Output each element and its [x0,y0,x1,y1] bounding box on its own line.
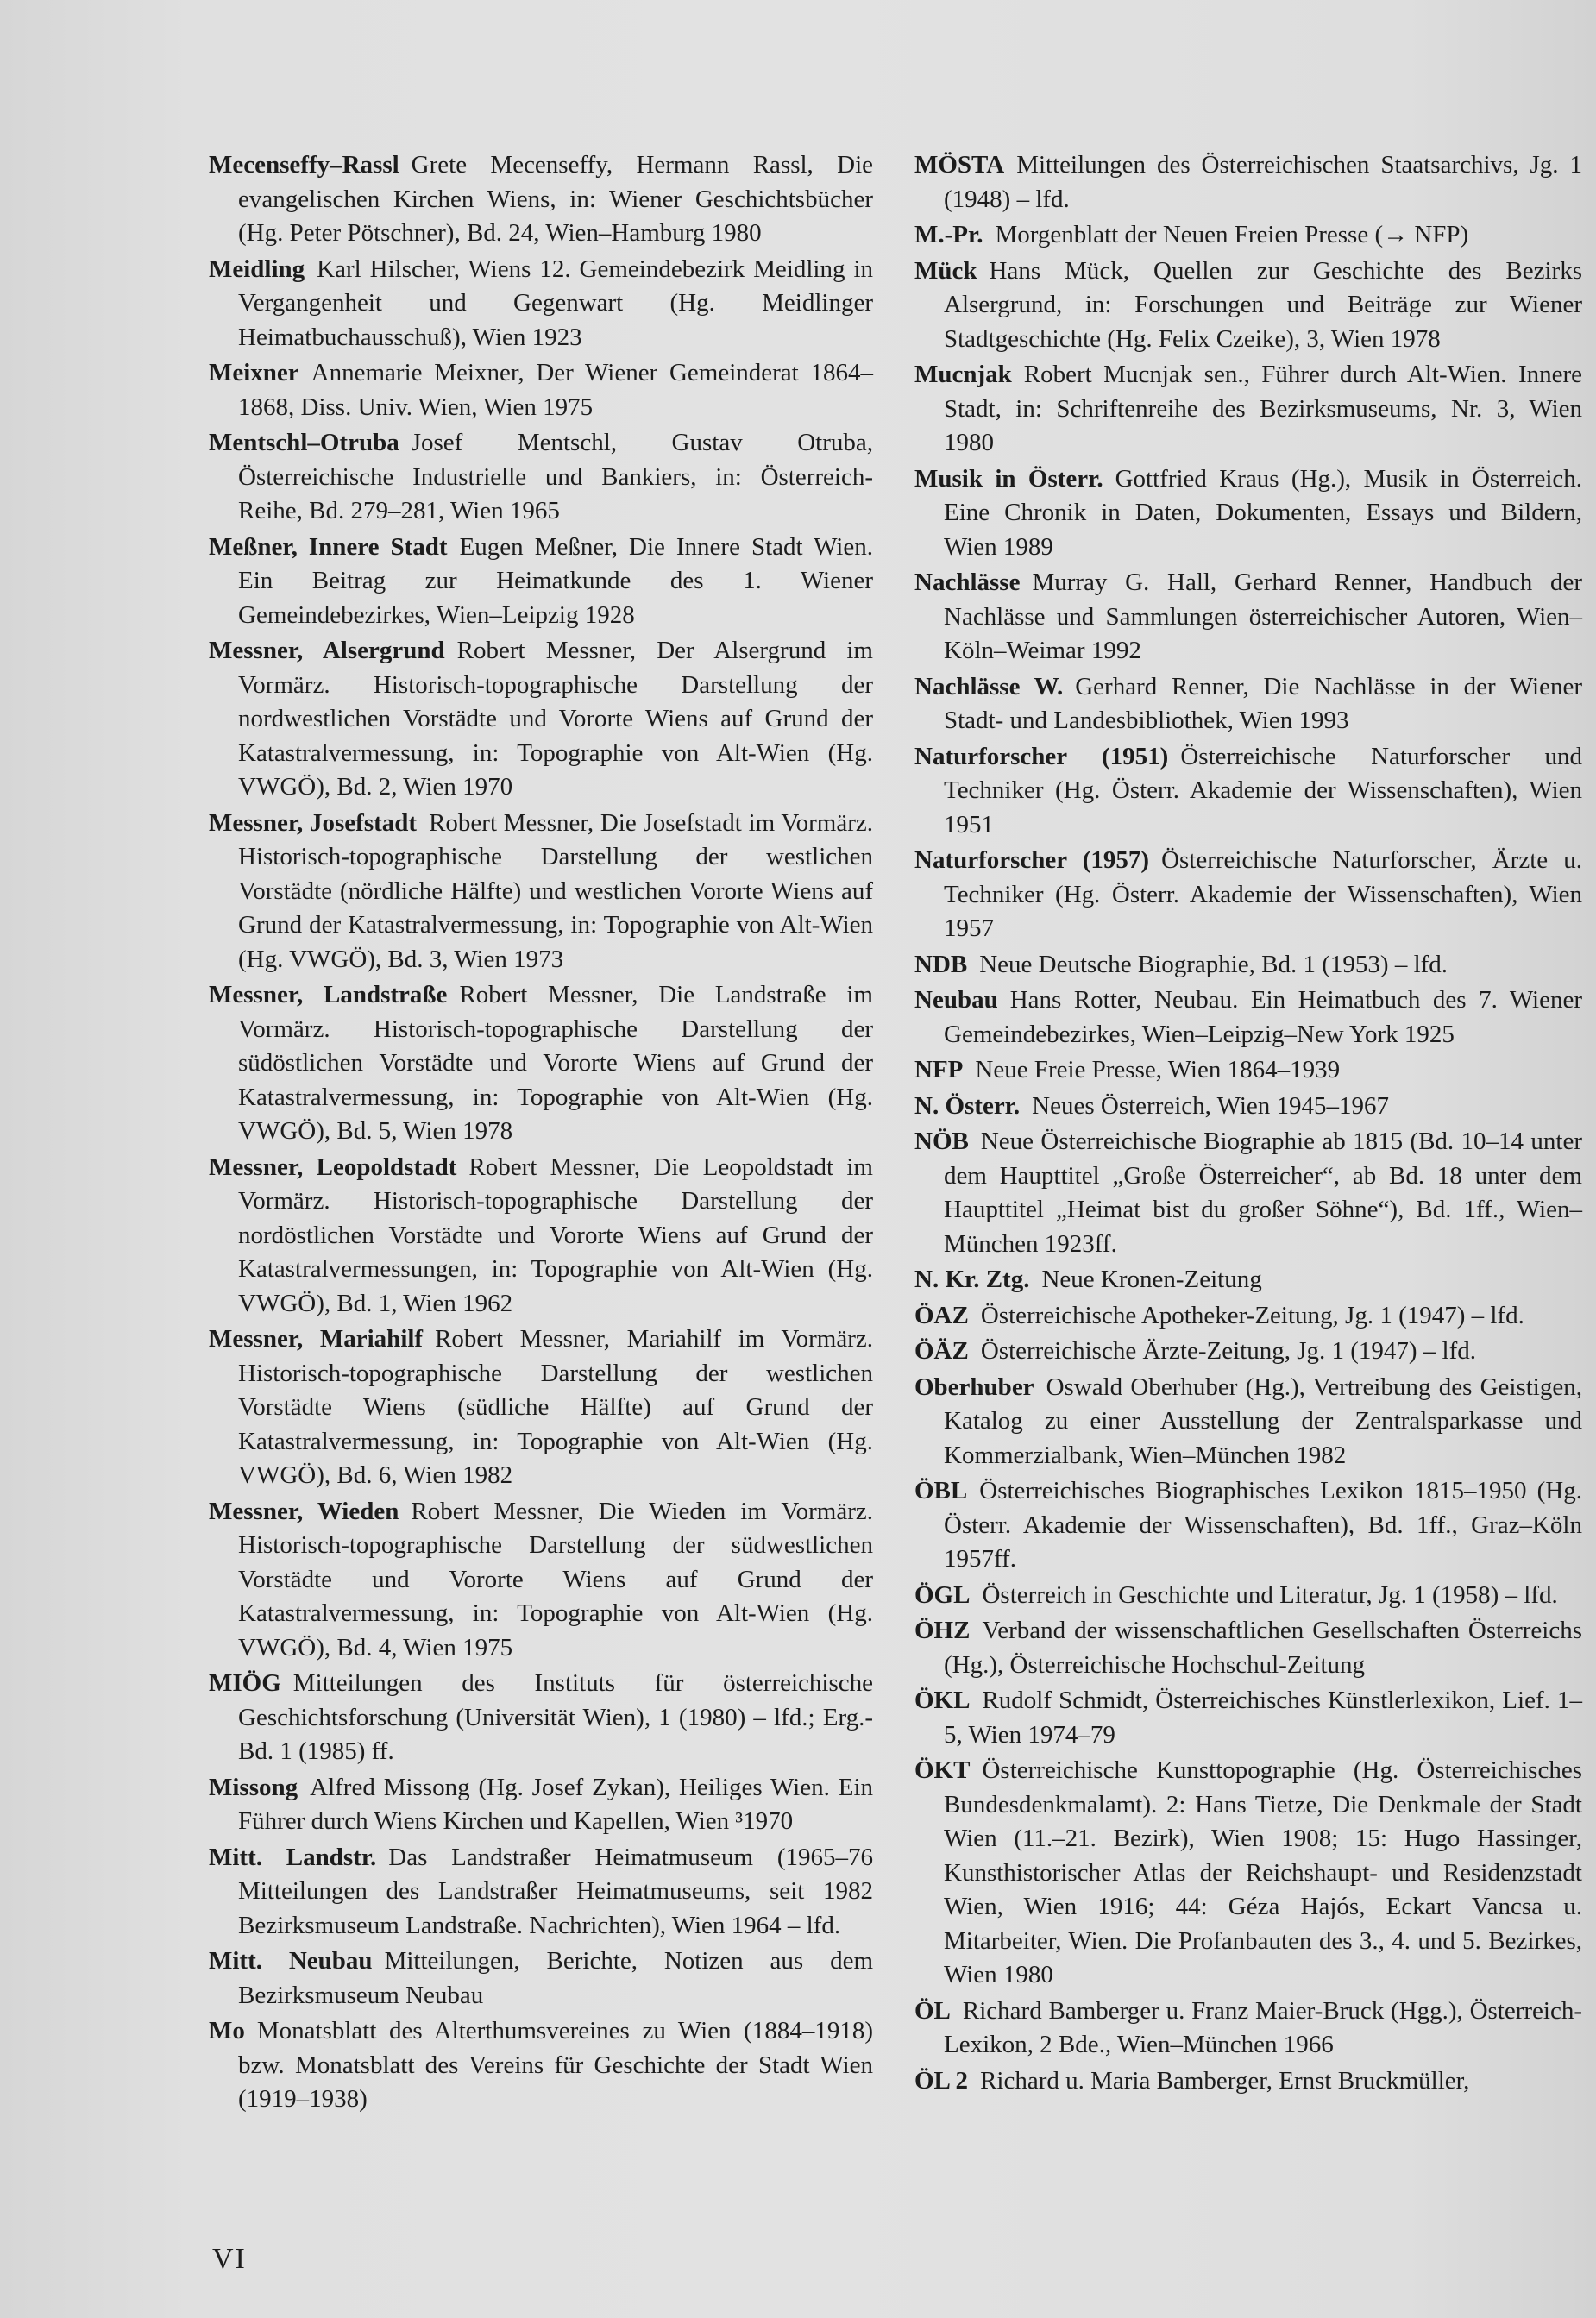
entry-abbreviation: Meidling [209,254,305,283]
entry-abbreviation: ÖL [914,1996,951,2025]
entry-abbreviation: Messner, Alsergrund [209,637,445,664]
entry-abbreviation: Meixner [209,359,299,386]
entry-text: Österreich in Geschichte und Literatur, Jg. 1 (1958) – lfd. [982,1580,1558,1609]
entry-text: Österreichische Kunsttopographie (Hg. Österreichisches Bundesdenkmalamt). 2: Hans Tietze, Die Denkmale der Stadt Wien (11.–21. Bezirk), Wien 1908; 15: Hugo Hassinger, Kunsthistorischer Atlas der Reichshaupt- und Residenzstadt Wien, Wien 1916; 44: Géza Hajós, Eckart Vancsa u. Mitarbeiter, Wien. Die Profanbauten des 3., 4. und 5. Bezirkes, Wien 1980 [944,1756,1582,1988]
right-column [914,148,1582,2100]
entry-abbreviation: Messner, Leopoldstadt [209,1153,457,1181]
entry-text: Österreichische Naturforscher, Ärzte u. Techniker (Hg. Österr. Akademie der Wissenschaften), Wien 1957 [944,846,1582,942]
entry-abbreviation: MÖSTA [914,151,1005,179]
entry-text: Verband der wissenschaftlichen Gesellschaften Österreichs (Hg.), Österreichische Hochschul-Zeitung [944,1617,1582,1679]
entry-abbreviation: ÖKL [914,1687,971,1714]
bibliography-entry [209,426,873,529]
entry-text: Österreichische Ärzte-Zeitung, Jg. 1 (1947) – lfd. [980,1337,1477,1365]
bibliography-entry [209,978,873,1149]
entry-abbreviation: ÖÄZ [914,1337,969,1365]
entry-abbreviation: Meßner, Innere Stadt [209,532,448,561]
bibliography-entry [209,1322,873,1493]
bibliography-entry [209,634,873,805]
entry-text: Das Landstraßer Heimatmuseum (1965–76 Mitteilungen des Landstraßer Heimatmuseums, seit 1982 Bezirksmuseum Landstraße. Nachrichten), Wien 1964 – lfd. [238,1843,873,1939]
entry-abbreviation: NDB [914,950,968,978]
entry-abbreviation: Mück [914,256,977,285]
entry-text: Gerhard Renner, Die Nachlässe in der Wiener Stadt- und Landesbibliothek, Wien 1993 [944,672,1582,734]
entry-text: Robert Messner, Die Josefstadt im Vormärz. Historisch-topographische Darstellung der westlichen Vorstädte (nördliche Hälfte) und westlichen Vororte Wiens auf Grund der Katastralvermessung, in: Topographie von Alt-Wien (Hg. VWGÖ), Bd. 3, Wien 1973 [238,808,873,973]
entry-text: Robert Mucnjak sen., Führer durch Alt-Wien. Innere Stadt, in: Schriftenreihe des Bezirksmuseums, Nr. 3, Wien 1980 [944,361,1582,456]
entry-text: Richard Bamberger u. Franz Maier-Bruck (Hgg.), Österreich-Lexikon, 2 Bde., Wien–München 1966 [944,1996,1582,2058]
bibliography-entry [209,1841,873,1944]
entry-abbreviation: ÖAZ [914,1301,969,1329]
bibliography-entry [914,1125,1582,1261]
bibliography-entry [914,1371,1582,1473]
bibliography-entry [914,1579,1582,1613]
bibliography-entry [914,948,1582,983]
entry-abbreviation: N. Kr. Ztg. [914,1266,1030,1293]
bibliography-entry [914,1053,1582,1088]
entry-text: Hans Rotter, Neubau. Ein Heimatbuch des 7. Wiener Gemeindebezirkes, Wien–Leipzig–New York 1925 [944,986,1582,1048]
bibliography-entry [914,1754,1582,1993]
entry-abbreviation: Oberhuber [914,1373,1034,1401]
bibliography-entry [209,356,873,424]
entry-abbreviation: Naturforscher (1957) [914,846,1150,874]
entry-text: Karl Hilscher, Wiens 12. Gemeindebezirk Meidling in Vergangenheit und Gegenwart (Hg. Meidlinger Heimatbuchausschuß), Wien 1923 [238,254,873,351]
entry-abbreviation: Nachlässe W. [914,672,1064,700]
bibliography-entry [209,1667,873,1769]
entry-abbreviation: Mitt. Neubau [209,1947,373,1975]
entry-abbreviation: Mentschl–Otruba [209,429,399,456]
bibliography-entry [209,2014,873,2117]
bibliography-entry [914,1090,1582,1124]
entry-abbreviation: N. Österr. [914,1091,1021,1120]
bibliography-entry [914,358,1582,461]
entry-text: Robert Messner, Mariahilf im Vormärz. Historisch-topographische Darstellung der westlichen Vorstädte Wiens (südliche Hälfte) auf Grund der Katastralvermessung, in: Topographie von Alt-Wien (Hg. VWGÖ), Bd. 6, Wien 1982 [238,1325,873,1489]
entry-text: Richard u. Maria Bamberger, Ernst Bruckmüller, [980,2066,1470,2095]
entry-abbreviation: Mucnjak [914,361,1012,388]
bibliography-entry [914,1614,1582,1682]
entry-text: Neue Deutsche Biographie, Bd. 1 (1953) – lfd. [979,950,1448,978]
entry-abbreviation: ÖHZ [914,1617,971,1644]
entry-text: Grete Mecenseffy, Hermann Rassl, Die evangelischen Kirchen Wiens, in: Wiener Geschichtsbücher (Hg. Peter Pötschner), Bd. 24, Wien–Hamburg 1980 [238,151,873,247]
bibliography-entry [914,1994,1582,2063]
entry-abbreviation: NFP [914,1056,964,1084]
entry-text: Mitteilungen des Instituts für österreichische Geschichtsforschung (Universität Wien), 1 (1980) – lfd.; Erg.-Bd. 1 (1985) ff. [238,1669,873,1765]
bibliography-entry [914,218,1582,253]
entry-text: Murray G. Hall, Gerhard Renner, Handbuch der Nachlässe und Sammlungen österreichischer Autoren, Wien–Köln–Weimar 1992 [944,569,1582,664]
entry-text: Annemarie Meixner, Der Wiener Gemeinderat 1864–1868, Diss. Univ. Wien, Wien 1975 [238,359,873,421]
entry-text: Neue Österreichische Biographie ab 1815 (Bd. 10–14 unter dem Haupttitel „Große Österreicher“, ab Bd. 18 unter dem Haupttitel „Heimat bist du großer Söhne“), Bd. 1ff., Wien–München 1923ff. [944,1128,1582,1258]
entry-text: Hans Mück, Quellen zur Geschichte des Bezirks Alsergrund, in: Forschungen und Beiträge zur Wiener Stadtgeschichte (Hg. Felix Czeike), 3, Wien 1978 [944,256,1582,353]
bibliography-entry [914,983,1582,1052]
entry-text: Neues Österreich, Wien 1945–1967 [1032,1091,1390,1120]
entry-abbreviation: Mo [209,2017,245,2045]
entry-text: Rudolf Schmidt, Österreichisches Künstlerlexikon, Lief. 1–5, Wien 1974–79 [944,1687,1582,1749]
entry-abbreviation: Messner, Landstraße [209,981,448,1008]
bibliography-entry [914,740,1582,843]
bibliography-entry [914,844,1582,946]
bibliography-entry [914,1474,1582,1577]
entry-abbreviation: Messner, Wieden [209,1497,399,1525]
entry-abbreviation: ÖL 2 [914,2066,969,2095]
entry-text: Eugen Meßner, Die Innere Stadt Wien. Ein Beitrag zur Heimatkunde des 1. Wiener Gemeindebezirkes, Wien–Leipzig 1928 [238,532,873,629]
bibliography-entry [209,1495,873,1666]
bibliography-entry [914,1335,1582,1369]
entry-abbreviation: ÖBL [914,1477,968,1505]
entry-text: Oswald Oberhuber (Hg.), Vertreibung des Geistigen, Katalog zu einer Ausstellung der Zentralsparkasse und Kommerzialbank, Wien–München 1982 [944,1373,1582,1469]
entry-abbreviation: ÖGL [914,1580,971,1609]
entry-text: Robert Messner, Die Leopoldstadt im Vormärz. Historisch-topographische Darstellung der nordöstlichen Vorstädte und Vororte Wiens auf Grund der Katastralvermessungen, in: Topographie von Alt-Wien (Hg. VWGÖ), Bd. 1, Wien 1962 [238,1153,873,1317]
entry-text: Mitteilungen, Berichte, Notizen aus dem Bezirksmuseum Neubau [238,1947,873,2009]
entry-text: Alfred Missong (Hg. Josef Zykan), Heiliges Wien. Ein Führer durch Wiens Kirchen und Kapellen, Wien ³1970 [238,1773,873,1835]
page-number: VI [212,2243,247,2275]
bibliography-entry [209,1944,873,2013]
entry-text: Robert Messner, Die Landstraße im Vormärz. Historisch-topographische Darstellung der südöstlichen Vorstädte und Vororte Wiens auf Grund der Katastralvermessung, in: Topographie von Alt-Wien (Hg. VWGÖ), Bd. 5, Wien 1978 [238,981,873,1145]
bibliography-entry [914,1684,1582,1752]
bibliography-entry [914,566,1582,669]
bibliography-entry [209,531,873,633]
bibliography-entry [209,807,873,977]
entry-abbreviation: ÖKT [914,1756,971,1784]
bibliography-entry [914,462,1582,565]
entry-text: Österreichisches Biographisches Lexikon 1815–1950 (Hg. Österr. Akademie der Wissenschaften), Bd. 1ff., Graz–Köln 1957ff. [944,1477,1582,1573]
entry-abbreviation: Naturforscher (1951) [914,742,1169,770]
entry-abbreviation: M.-Pr. [914,221,983,248]
entry-abbreviation: Neubau [914,986,998,1014]
entry-text: Robert Messner, Der Alsergrund im Vormärz. Historisch-topographische Darstellung der nordwestlichen Vorstädte und Vororte Wiens auf Grund der Katastralvermessung, in: Topographie von Alt-Wien (Hg. VWGÖ), Bd. 2, Wien 1970 [238,637,873,801]
bibliography-entry [209,253,873,355]
entry-text: Morgenblatt der Neuen Freien Presse (→ NFP) [995,221,1469,248]
entry-abbreviation: Mecenseffy–Rassl [209,151,399,179]
entry-abbreviation: Missong [209,1773,298,1801]
bibliography-entry [209,148,873,251]
entry-text: Josef Mentschl, Gustav Otruba, Österreichische Industrielle und Bankiers, in: Österreich-Reihe, Bd. 279–281, Wien 1965 [238,429,873,525]
entry-text: Gottfried Kraus (Hg.), Musik in Österreich. Eine Chronik in Daten, Dokumenten, Essays und Bildern, Wien 1989 [944,464,1582,561]
entry-text: Österreichische Apotheker-Zeitung, Jg. 1 (1947) – lfd. [980,1301,1524,1329]
entry-abbreviation: Messner, Josefstadt [209,808,418,837]
entry-abbreviation: NÖB [914,1128,969,1155]
entry-text: Neue Freie Presse, Wien 1864–1939 [975,1056,1341,1084]
left-column [209,148,873,2119]
bibliography-entry [914,670,1582,738]
entry-abbreviation: Musik in Österr. [914,464,1103,493]
entry-text: Österreichische Naturforscher und Techniker (Hg. Österr. Akademie der Wissenschaften), Wien 1951 [944,742,1583,839]
bibliography-entry [914,1263,1582,1297]
entry-abbreviation: MIÖG [209,1669,281,1697]
entry-text: Mitteilungen des Österreichischen Staatsarchivs, Jg. 1 (1948) – lfd. [944,151,1582,213]
bibliography-entry [914,1299,1582,1334]
bibliography-entry [914,254,1582,357]
entry-text: Neue Kronen-Zeitung [1041,1266,1262,1293]
bibliography-entry [209,1771,873,1839]
bibliography-entry [209,1151,873,1322]
entry-text: Robert Messner, Die Wieden im Vormärz. Historisch-topographische Darstellung der südwestlichen Vorstädte und Vororte Wiens auf Grund der Katastralvermessung, in: Topographie von Alt-Wien (Hg. VWGÖ), Bd. 4, Wien 1975 [238,1497,873,1662]
entry-abbreviation: Mitt. Landstr. [209,1843,377,1871]
entry-abbreviation: Nachlässe [914,569,1021,596]
entry-text: Monatsblatt des Alterthumsvereines zu Wien (1884–1918) bzw. Monatsblatt des Vereins für Geschichte der Stadt Wien (1919–1938) [238,2017,873,2113]
bibliography-entry [914,2064,1582,2099]
bibliography-entry [914,148,1582,217]
entry-abbreviation: Messner, Mariahilf [209,1325,424,1353]
